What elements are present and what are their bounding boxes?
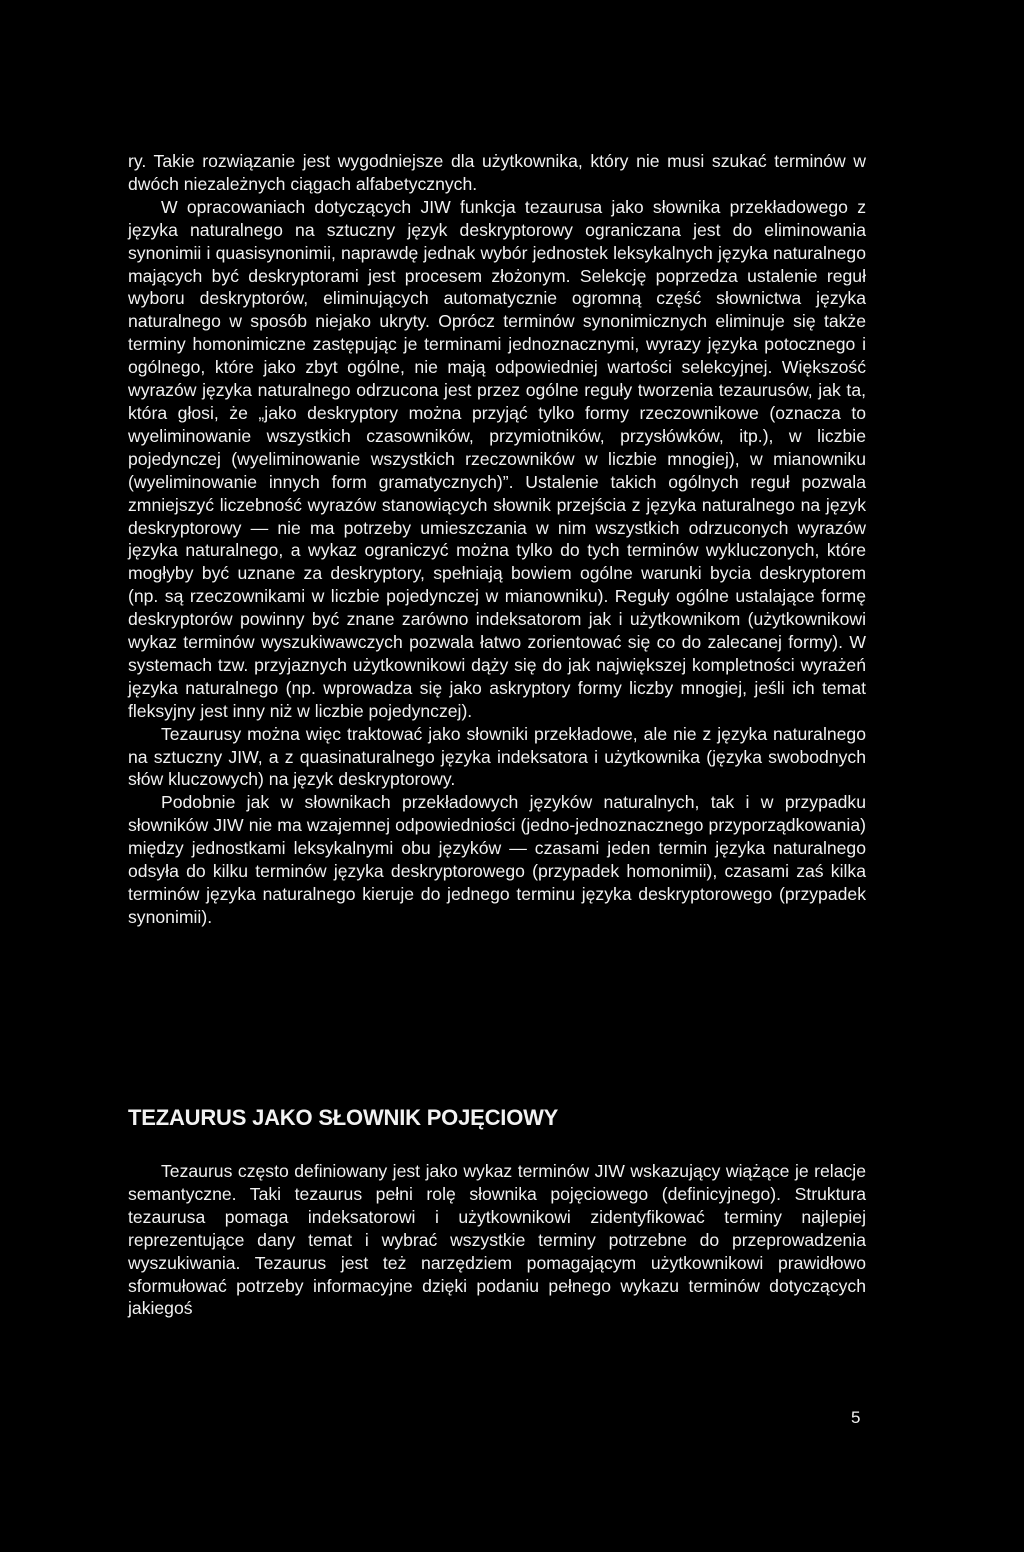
page-number: 5 — [851, 1408, 861, 1427]
section-heading: TEZAURUS JAKO SŁOWNIK POJĘCIOWY — [128, 1105, 559, 1130]
section-body — [128, 1160, 866, 1320]
paragraph-jiw-functions: W opracowaniach dotyczących JIW funkcja tezaurusa jako słownika przekładowego z języka naturalnego na sztuczny język deskryptorowy ograniczana jest do eliminowania synonimii i quasisynonimii, naprawdę jednak wybór jednostek leksykalnych języka naturalnego mających być deskryptorami jest procesem złożonym. Selekcję poprzedza ustalenie reguł wyboru deskryptorów, eliminujących automatycznie ogromną część słownictwa języka naturalnego w sposób niejako ukryty. Oprócz terminów synonimicznych eliminuje się także terminy homonimiczne zastępując je terminami jednoznacznymi, wyrazy języka potocznego i ogólnego, które jako zbyt ogólne, nie mają odpowiedniej wartości selekcyjnej. Większość wyrazów języka naturalnego odrzucona jest przez ogólne reguły tworzenia tezaurusów, jak ta, która głosi, że „jako deskryptory można przyjąć tylko formy rzeczownikowe (oznacza to wyeliminowanie wszystkich czasowników, przymiotników, przysłówków, itp.), w liczbie pojedynczej (wyeliminowanie wszystkich rzeczowników w liczbie mnogiej), w mianowniku (wyeliminowanie innych form gramatycznych)”. Ustalenie takich ogólnych reguł pozwala zmniejszyć liczebność wyrazów stanowiących słownik przejścia z języka naturalnego na język deskryptorowy — nie ma potrzeby umieszczania w nim wszystkich odrzuconych wyrazów języka naturalnego, a wykaz ograniczyć można tylko do tych terminów wykluczonych, które mogłyby być uznane za deskryptory, spełniają bowiem ogólne warunki bycia deskryptorem (np. są rzeczownikami w liczbie pojedynczej w mianowniku). Reguły ogólne ustalające formę deskryptorów powinny być znane zarówno indeksatorom jak i użytkownikom (użytkownikowi wykaz terminów wyszukiwawczych pozwala łatwo zorientować się co do zalecanej formy). W systemach tzw. przyjaznych użytkownikowi dąży się do jak największej kompletności wyrażeń języka naturalnego (np. wprowadza się jako askryptory formy liczby mnogiej, jeśli ich temat fleksyjny jest inny niż w liczbie pojedynczej). — [128, 196, 866, 721]
paragraph-translation-dictionaries: Tezaurusy można więc traktować jako słowniki przekładowe, ale nie z języka naturalnego na sztuczny JIW, a z quasinaturalnego języka indeksatora i użytkownika (języka swobodnych słów kluczowych) na język deskryptorowy. — [128, 723, 866, 790]
body-text — [128, 150, 866, 929]
paragraph-thesaurus-definition: Tezaurus często definiowany jest jako wykaz terminów JIW wskazujący wiążące je relacje semantyczne. Taki tezaurus pełni rolę słownika pojęciowego (definicyjnego). Struktura tezaurusa pomaga indeksatorowi i użytkownikowi zidentyfikować terminy najlepiej reprezentujące dany temat i wybrać wszystkie terminy potrzebne do przeprowadzenia wyszukiwania. Tezaurus jest też narzędziem pomagającym użytkownikowi prawidłowo sformułować potrzeby informacyjne dzięki podaniu pełnego wykazu terminów dotyczących jakiegoś — [128, 1161, 866, 1319]
paragraph-continuation: ry. Takie rozwiązanie jest wygodniejsze dla użytkownika, który nie musi szukać terminów w dwóch niezależnych ciągach alfabetycznych. — [128, 151, 866, 194]
paragraph-correspondence: Podobnie jak w słownikach przekładowych języków naturalnych, tak i w przypadku słowników JIW nie ma wzajemnej odpowiedniości (jedno-jednoznacznego przyporządkowania) między jednostkami leksykalnymi obu języków — czasami jeden termin języka naturalnego odsyła do kilku terminów języka deskryptorowego (przypadek homonimii), czasami zaś kilka terminów języka naturalnego kieruje do jednego terminu języka deskryptorowego (przypadek synonimii). — [128, 792, 866, 927]
